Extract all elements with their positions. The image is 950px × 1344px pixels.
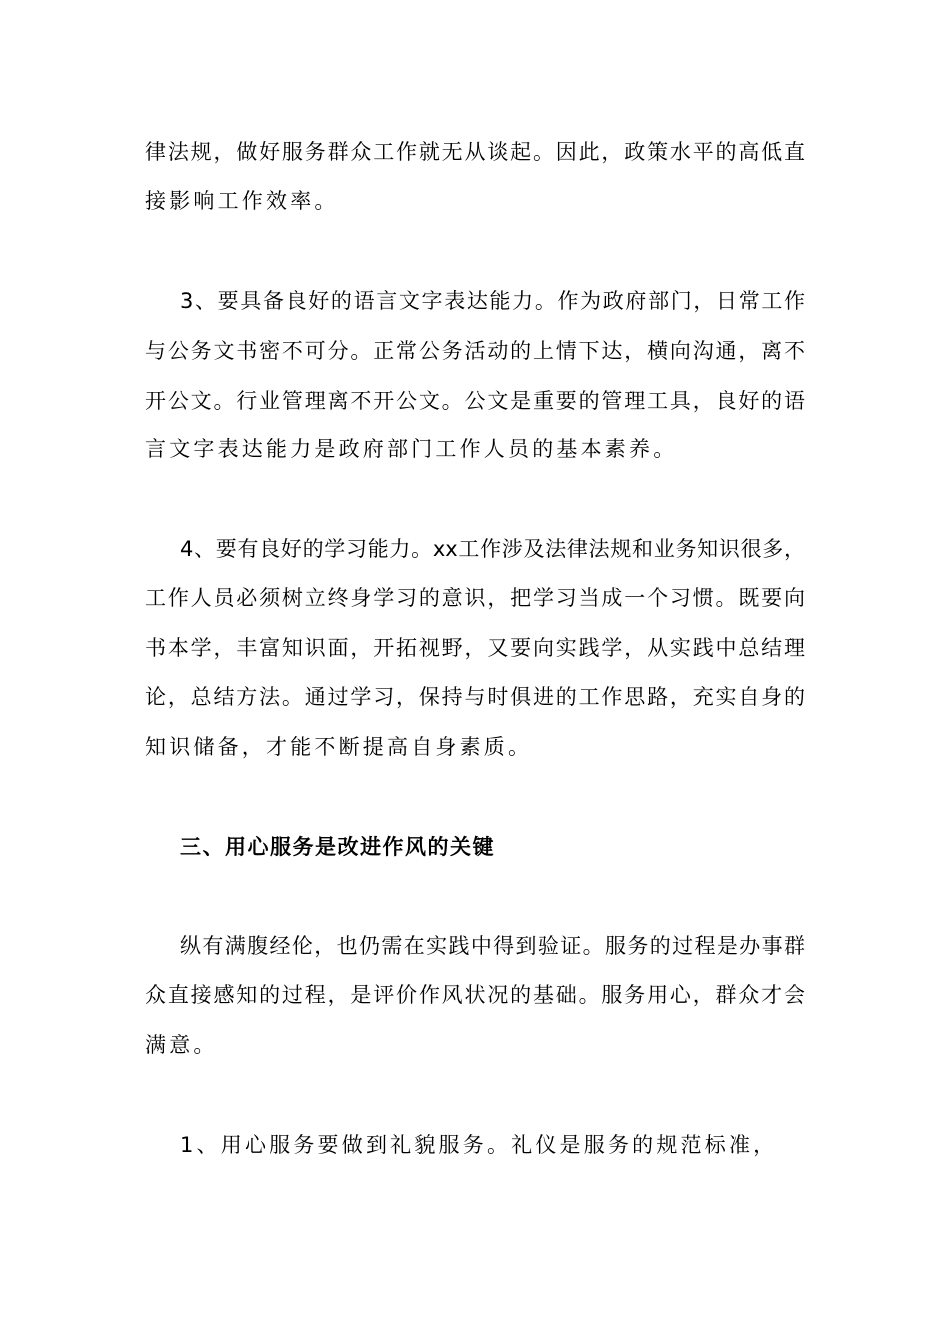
paragraph-line: 工作人员必须树立终身学习的意识，把学习当成一个习惯。既要向 [145,586,805,610]
paragraph-line: 律法规，做好服务群众工作就无从谈起。因此，政策水平的高低直 [145,140,805,164]
paragraph-line: 知识储备，才能不断提高自身素质。 [145,735,533,759]
paragraph-line: 4、要有良好的学习能力。xx工作涉及法律法规和业务知识很多， [180,537,805,561]
paragraph-line: 纵有满腹经伦，也仍需在实践中得到验证。服务的过程是办事群 [180,934,805,958]
paragraph-line: 3、要具备良好的语言文字表达能力。作为政府部门，日常工作 [180,289,805,313]
paragraph-line: 满意。 [145,1033,218,1057]
paragraph-line: 接影响工作效率。 [145,189,339,213]
paragraph-line: 开公文。行业管理离不开公文。公文是重要的管理工具，良好的语 [145,389,805,413]
paragraph-line: 1、用心服务要做到礼貌服务。礼仪是服务的规范标准， [180,1133,778,1157]
section-heading: 三、用心服务是改进作风的关键 [180,835,495,859]
paragraph-line: 论，总结方法。通过学习，保持与时俱进的工作思路，充实自身的 [145,685,805,709]
paragraph-line: 众直接感知的过程，是评价作风状况的基础。服务用心，群众才会 [145,983,805,1007]
paragraph-line: 言文字表达能力是政府部门工作人员的基本素养。 [145,437,678,461]
paragraph-line: 与公务文书密不可分。正常公务活动的上情下达，横向沟通，离不 [145,339,805,363]
paragraph-line: 书本学，丰富知识面，开拓视野，又要向实践学，从实践中总结理 [145,636,805,660]
